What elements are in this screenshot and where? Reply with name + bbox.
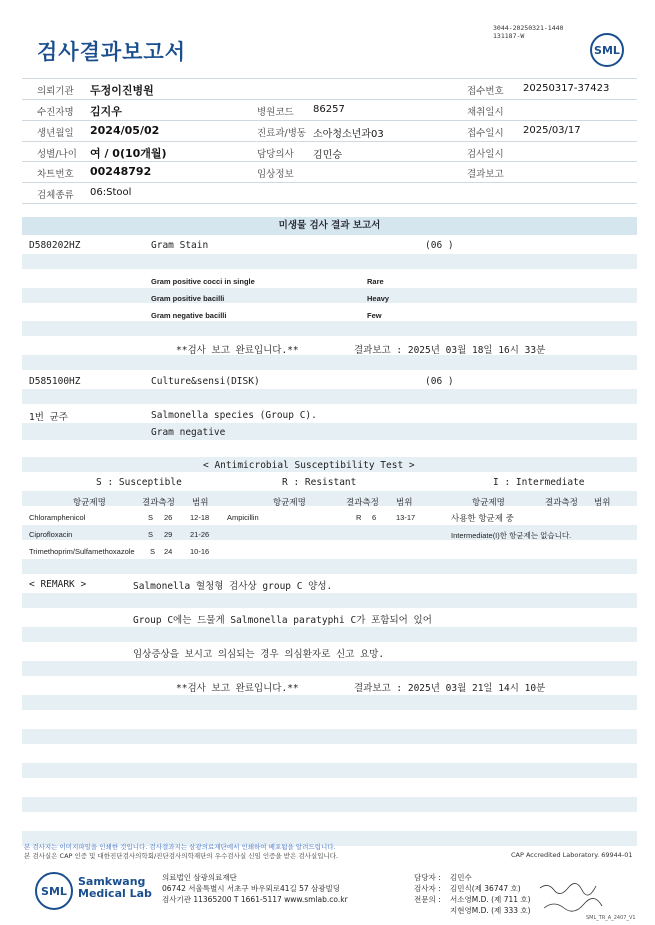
chart-no: 00248792 <box>90 165 152 178</box>
doctor-value: 김민승 <box>313 150 342 161</box>
report-time: 결과보고 : 2025년 03월 21일 14시 10분 <box>354 683 546 694</box>
gram-name: Gram Stain <box>151 240 209 251</box>
remark-line: Group C에는 드물게 Salmonella paratyphi C가 포함되어 있어 <box>133 615 432 626</box>
hospital-value: 두정이진병원 <box>90 84 154 97</box>
footer-note: 본 검사지는 이미지파일을 인쇄한 것입니다. 검사결과지는 삼광의료재단에서 인쇄하여 배포됨을 알려드립니다. <box>24 843 336 851</box>
sml-footer-logo-icon: SML <box>35 872 73 910</box>
remark-line: 임상증상을 보시고 의심되는 경우 의심환자로 신고 요망. <box>133 649 385 660</box>
report-time: 결과보고 : 2025년 03월 18일 16시 33분 <box>354 345 546 356</box>
form-code: SML_TR_A_2407_V1 <box>586 915 636 921</box>
culture-code: D585100HZ <box>29 376 81 387</box>
staff-roles: 담당자 : 검사자 : 전문의 : <box>414 873 441 904</box>
remark-label: < REMARK > <box>29 579 87 590</box>
drug-row: Ciprofloxacin <box>29 530 73 539</box>
receipt-no: 20250317-37423 <box>523 83 610 94</box>
patient-name: 김지우 <box>90 105 122 118</box>
gram-item: Gram negative bacilli <box>151 311 227 320</box>
gram-code: D580202HZ <box>29 240 81 251</box>
signature-icon <box>538 880 608 920</box>
page-title: 검사결과보고서 <box>37 40 187 64</box>
hospital-code: 86257 <box>313 104 345 115</box>
gram-item: Gram positive bacilli <box>151 294 225 303</box>
cap-note: CAP Accredited Laboratory. 69944-01 <box>511 851 633 859</box>
doc-id: 3044-20250321-1440 131187-W <box>493 24 564 40</box>
section-title: 미생물 검사 결과 보고서 <box>22 217 637 235</box>
drug-row: Trimethoprim/Sulfamethoxazole <box>29 547 135 556</box>
drug-row: Ampicillin <box>227 513 259 522</box>
organism: Salmonella species (Group C). <box>151 410 317 421</box>
divider <box>22 78 637 79</box>
footer-note: 본 검사실은 CAP 인증 및 대한진단검사의학회/진단검사의학재단의 우수검사실 신임 인증을 받은 검사실입니다. <box>24 852 339 860</box>
staff-names: 김민수 김민식(제 36747 호) 서소영M.D. (제 711 호) 지현영M.D. (제 333 호) <box>450 873 531 915</box>
org-info: 의료법인 삼광의료재단 06742 서울특별시 서초구 바우뫼로41길 57 삼광빌딩 검사기관 11365200 T 1661-5117 www.smlab.co.kr <box>162 873 348 904</box>
specimen-value: 06:Stool <box>90 187 132 198</box>
dob-value: 2024/05/02 <box>90 124 160 137</box>
sex-age-value: 여 / 0(10개월) <box>90 147 167 160</box>
dept-value: 소아청소년과03 <box>313 129 384 140</box>
report-done: **검사 보고 완료입니다.** <box>176 683 299 694</box>
report-done: **검사 보고 완료입니다.** <box>176 345 299 356</box>
remark-line: Salmonella 혈청형 검사상 group C 양성. <box>133 581 333 592</box>
gram-item: Gram positive cocci in single <box>151 277 255 286</box>
ast-title: < Antimicrobial Susceptibility Test > <box>203 460 415 471</box>
brand: Samkwang Medical Lab <box>78 875 152 900</box>
label-hospital: 의뢰기관 <box>37 86 74 97</box>
drug-row: Chloramphenicol <box>29 513 86 522</box>
culture-name: Culture&sensi(DISK) <box>151 376 260 387</box>
sml-logo-icon: SML <box>590 33 624 67</box>
received-value: 2025/03/17 <box>523 125 581 136</box>
